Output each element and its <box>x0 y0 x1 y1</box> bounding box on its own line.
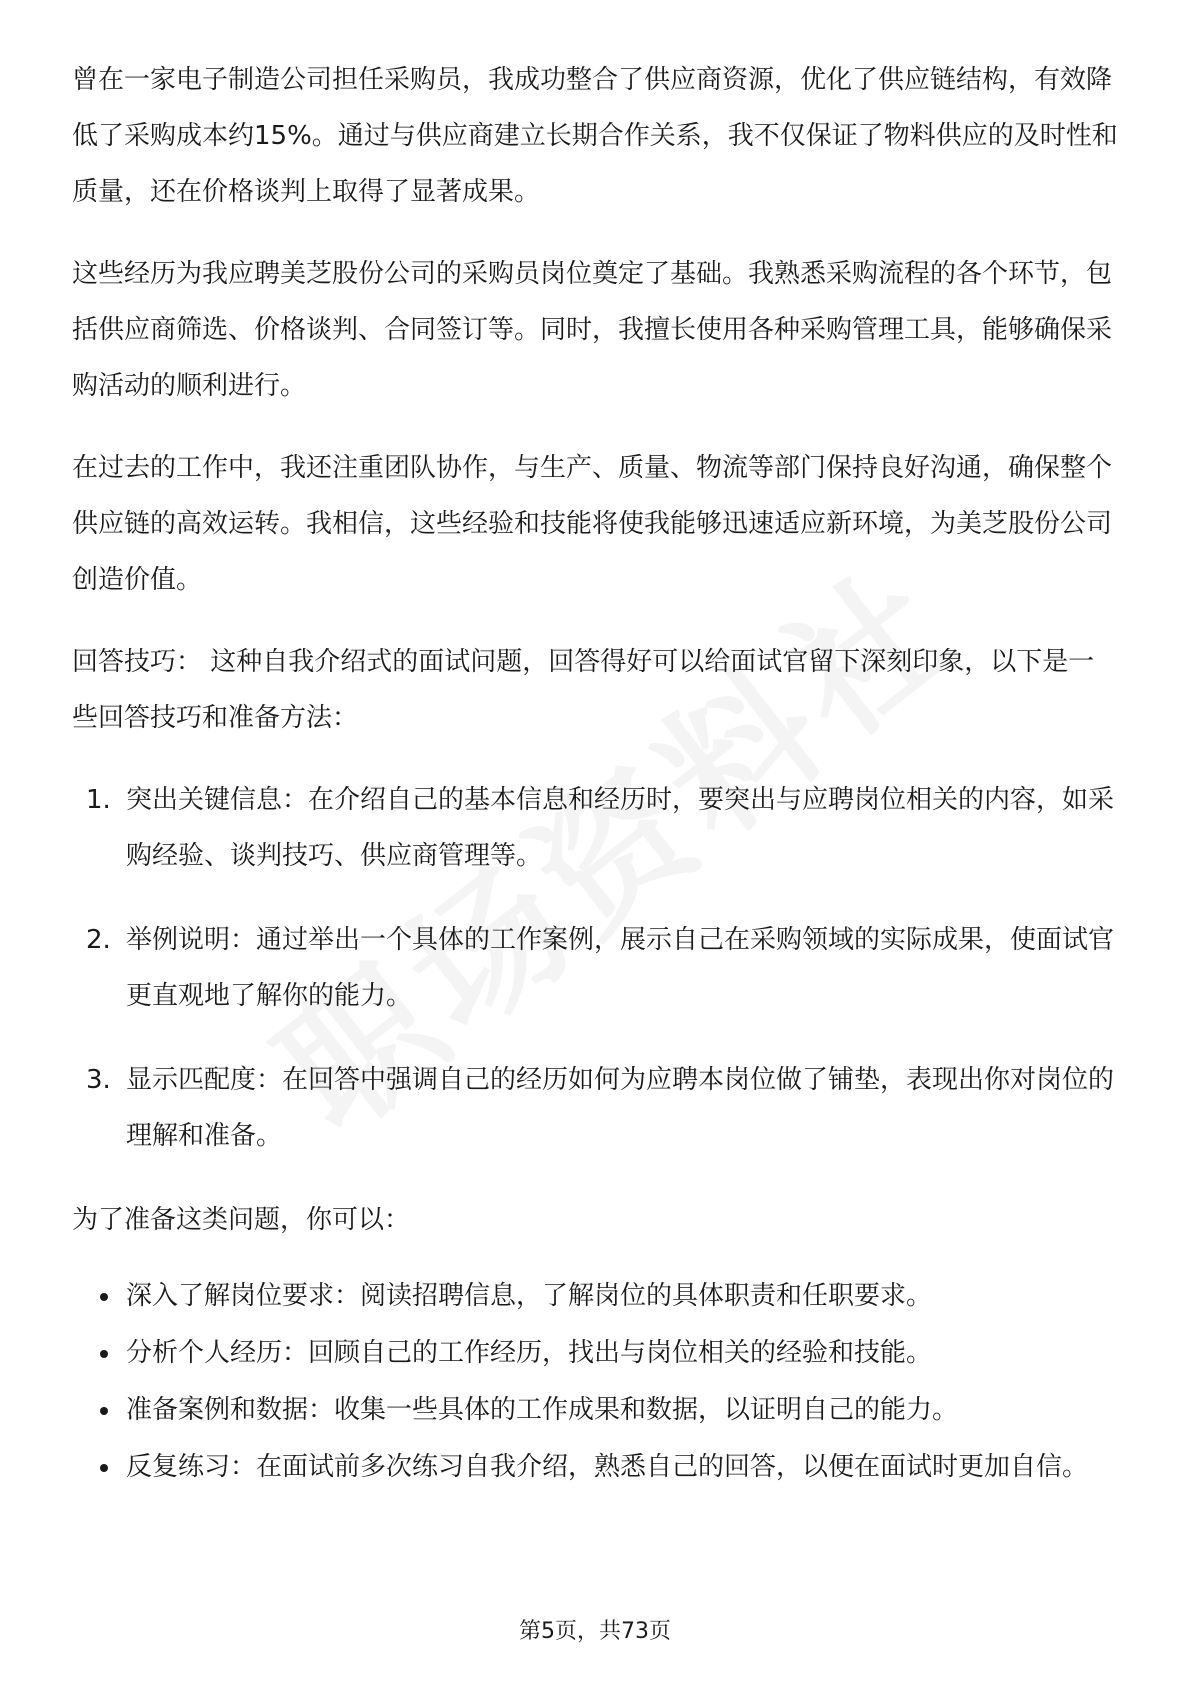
list-number: 2. <box>86 925 111 955</box>
list-item-text: 深入了解岗位要求：阅读招聘信息，了解岗位的具体职责和任职要求。 <box>126 1281 933 1311</box>
list-item-text: 分析个人经历：回顾自己的工作经历，找出与岗位相关的经验和技能。 <box>126 1338 933 1368</box>
paragraph-prep-intro: 为了准备这类问题，你可以： <box>72 1205 411 1235</box>
list-item <box>72 772 1120 884</box>
list-number: 1. <box>86 785 111 815</box>
list-item-text: 显示匹配度：在回答中强调自己的经历如何为应聘本岗位做了铺垫，表现出你对岗位的理解和准备。 <box>126 1065 1115 1151</box>
bullet-icon <box>100 1407 108 1415</box>
list-item <box>72 1325 1120 1382</box>
list-item <box>72 1382 1120 1439</box>
prep-list <box>72 1268 1120 1496</box>
paragraph-answer-tips: 回答技巧： 这种自我介绍式的面试问题，回答得好可以给面试官留下深刻印象，以下是一些回答技巧和准备方法： <box>72 647 1095 733</box>
bullet-icon <box>100 1350 108 1358</box>
bullet-icon <box>100 1293 108 1301</box>
paragraph-teamwork: 在过去的工作中，我还注重团队协作，与生产、质量、物流等部门保持良好沟通，确保整个供应链的高效运转。我相信，这些经验和技能将使我能够迅速适应新环境，为美芝股份公司创造价值。 <box>72 453 1113 595</box>
list-item <box>72 912 1120 1024</box>
list-number: 3. <box>86 1065 111 1095</box>
document-body <box>72 52 1120 1496</box>
page-footer: 第5页，共73页 <box>519 1619 671 1644</box>
tips-list <box>72 772 1120 1164</box>
list-item <box>72 1439 1120 1496</box>
paragraph-experience: 曾在一家电子制造公司担任采购员，我成功整合了供应商资源，优化了供应链结构，有效降低了采购成本约15%。通过与供应商建立长期合作关系，我不仅保证了物料供应的及时性和质量，还在价格谈判上取得了显著成果。 <box>72 65 1118 207</box>
paragraph-foundation: 这些经历为我应聘美芝股份公司的采购员岗位奠定了基础。我熟悉采购流程的各个环节，包括供应商筛选、价格谈判、合同签订等。同时，我擅长使用各种采购管理工具，能够确保采购活动的顺利进行。 <box>72 259 1113 401</box>
list-item-text: 突出关键信息：在介绍自己的基本信息和经历时，要突出与应聘岗位相关的内容，如采购经验、谈判技巧、供应商管理等。 <box>126 785 1115 871</box>
bullet-icon <box>100 1464 108 1472</box>
list-item-text: 反复练习：在面试前多次练习自我介绍，熟悉自己的回答，以便在面试时更加自信。 <box>126 1452 1089 1482</box>
list-item-text: 准备案例和数据：收集一些具体的工作成果和数据，以证明自己的能力。 <box>126 1395 959 1425</box>
list-item <box>72 1268 1120 1325</box>
list-item-text: 举例说明：通过举出一个具体的工作案例，展示自己在采购领域的实际成果，使面试官更直观地了解你的能力。 <box>126 925 1115 1011</box>
list-item <box>72 1052 1120 1164</box>
